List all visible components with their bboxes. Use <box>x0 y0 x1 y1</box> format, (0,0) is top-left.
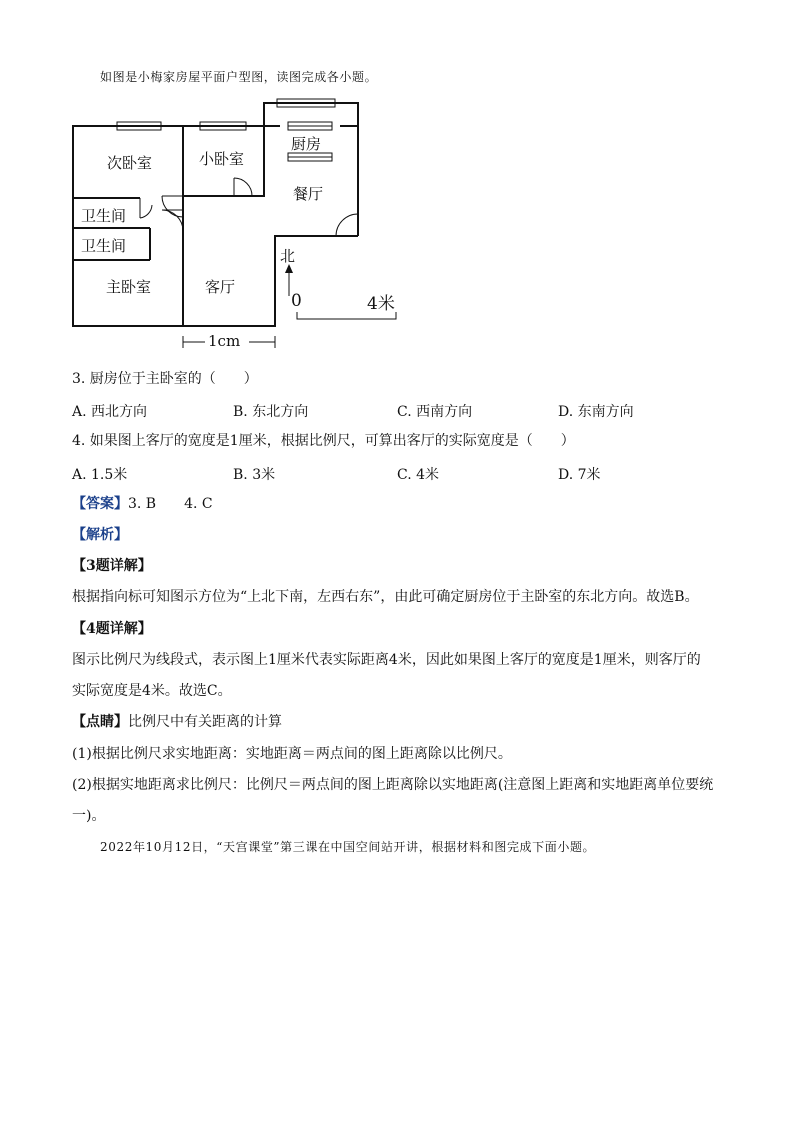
intro-text: 如图是小梅家房屋平面户型图，读图完成各小题。 <box>100 70 378 84</box>
width-label: 1cm <box>208 332 241 350</box>
q4-option-a: A. 1.5米 <box>72 467 128 483</box>
tip-point-2a: (2)根据实地距离求比例尺：比例尺＝两点间的图上距离除以实地距离(注意图上距离和实地距离单位要统 <box>72 777 714 793</box>
window-icon <box>288 153 332 161</box>
tip-point-1: (1)根据比例尺求实地距离：实地距离＝两点间的图上距离除以比例尺。 <box>72 746 512 762</box>
detail-3-tag: 【3题详解】 <box>72 558 152 574</box>
kitchen-outline <box>264 103 358 236</box>
question-4-stem: 4. 如果图上客厅的宽度是1厘米，根据比例尺，可算出客厅的实际宽度是（ ） <box>72 433 575 449</box>
tip-line <box>72 713 282 731</box>
room-label-small-bedroom: 小卧室 <box>199 150 245 168</box>
answer-line <box>72 495 213 513</box>
q4-option-b: B. 3米 <box>233 467 276 483</box>
detail-4-line-1: 图示比例尺为线段式，表示图上1厘米代表实际距离4米，因此如果图上客厅的宽度是1厘米，则客厅的 <box>72 652 701 668</box>
answer-text: 3. B 4. C <box>128 496 213 512</box>
room-label-dining: 餐厅 <box>293 185 324 203</box>
scale-zero-label: 0 <box>291 291 302 311</box>
detail-4-line-2: 实际宽度是4米。故选C。 <box>72 683 232 699</box>
door-icon <box>162 196 183 231</box>
room-label-kitchen: 厨房 <box>291 135 322 153</box>
next-intro-text: 2022年10月12日，“天宫课堂”第三课在中国空间站开讲，根据材料和图完成下面小题。 <box>100 840 596 854</box>
answer-tag: 【答案】 <box>72 496 128 512</box>
room-label-living-room: 客厅 <box>205 278 236 296</box>
tip-title: 比例尺中有关距离的计算 <box>128 714 282 730</box>
room-label-master-bedroom: 主卧室 <box>106 278 152 296</box>
room-label-bathroom: 卫生间 <box>81 237 127 255</box>
floor-plan <box>0 0 794 360</box>
q3-option-a: A. 西北方向 <box>72 404 148 420</box>
door-icon <box>140 198 152 218</box>
tip-point-2b: 一)。 <box>72 808 106 824</box>
window-icon <box>200 122 246 130</box>
q4-option-c: C. 4米 <box>397 467 440 483</box>
q3-option-d: D. 东南方向 <box>558 404 634 420</box>
window-icon <box>288 122 332 130</box>
q4-option-d: D. 7米 <box>558 467 601 483</box>
room-label-second-bedroom: 次卧室 <box>107 154 153 172</box>
door-icon <box>336 214 358 236</box>
room-label-bathroom: 卫生间 <box>81 207 127 225</box>
tip-tag: 【点睛】 <box>72 714 128 730</box>
question-3-stem: 3. 厨房位于主卧室的（ ） <box>72 371 258 387</box>
q3-option-c: C. 西南方向 <box>397 404 473 420</box>
detail-3-text: 根据指向标可知图示方位为“上北下南，左西右东”，由此可确定厨房位于主卧室的东北方向。故选B。 <box>72 589 699 605</box>
door-icon <box>234 178 252 196</box>
north-label: 北 <box>280 247 296 265</box>
q3-option-b: B. 东北方向 <box>233 404 309 420</box>
living-room-outline <box>183 196 358 326</box>
detail-4-tag: 【4题详解】 <box>72 621 152 637</box>
analysis-tag: 【解析】 <box>72 527 128 543</box>
scale-end-label: 4米 <box>367 294 395 314</box>
window-icon <box>277 99 335 107</box>
window-icon <box>117 122 161 130</box>
